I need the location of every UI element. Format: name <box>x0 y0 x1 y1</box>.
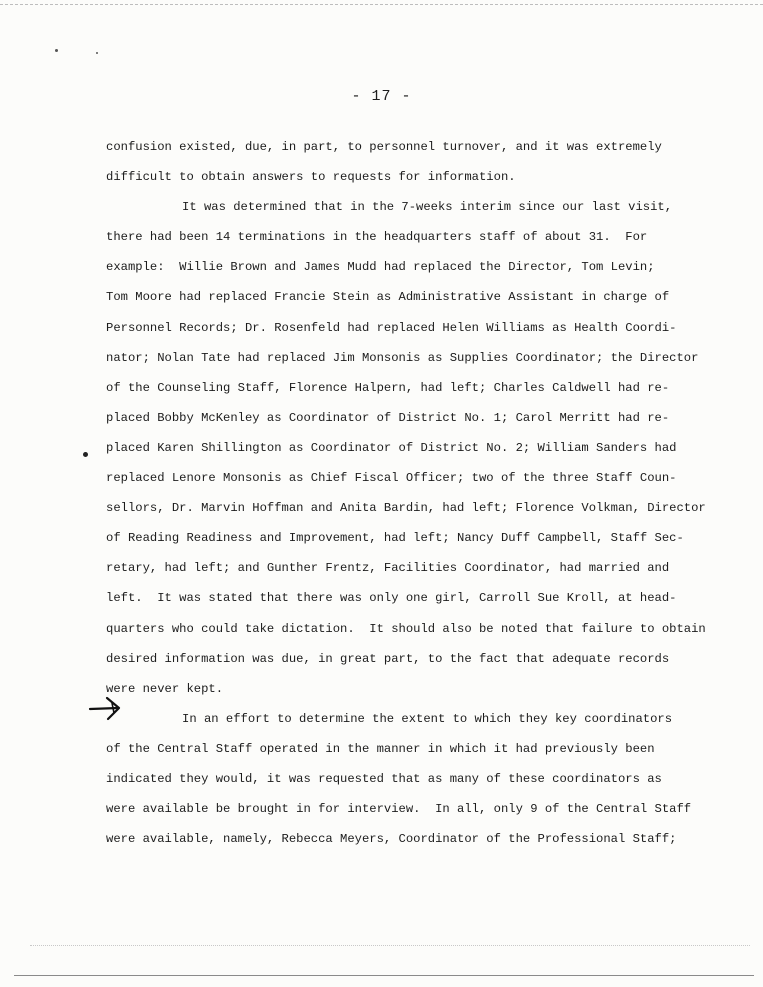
text-line: were available, namely, Rebecca Meyers, Coordinator of the Professional Staff; <box>106 832 677 847</box>
document-body <box>106 132 736 854</box>
paragraph-start-line: It was determined that in the 7-weeks interim since our last visit, <box>182 200 673 215</box>
text-line: example: Willie Brown and James Mudd had replaced the Director, Tom Levin; <box>106 260 655 275</box>
text-line: placed Bobby McKenley as Coordinator of District No. 1; Carol Merritt had re- <box>106 410 670 425</box>
text-line: confusion existed, due, in part, to personnel turnover, and it was extremely <box>106 140 662 154</box>
text-line: Tom Moore had replaced Francie Stein as Administrative Assistant in charge of <box>106 290 670 305</box>
page-number: - 17 - <box>351 88 412 105</box>
text-line: difficult to obtain answers to requests for information. <box>106 170 516 185</box>
text-line: retary, had left; and Gunther Frentz, Facilities Coordinator, had married and <box>106 561 670 576</box>
scan-speck <box>96 52 98 54</box>
text-line: of Reading Readiness and Improvement, had left; Nancy Duff Campbell, Staff Sec- <box>106 531 684 546</box>
text-line: indicated they would, it was requested that as many of these coordinators as <box>106 771 662 786</box>
text-line: of the Counseling Staff, Florence Halpern, had left; Charles Caldwell had re- <box>106 380 670 395</box>
text-line: nator; Nolan Tate had replaced Jim Monsonis as Supplies Coordinator; the Director <box>106 350 699 365</box>
scan-top-edge <box>0 4 763 5</box>
text-line: Personnel Records; Dr. Rosenfeld had replaced Helen Williams as Health Coordi- <box>106 320 677 335</box>
text-line: sellors, Dr. Marvin Hoffman and Anita Bardin, had left; Florence Volkman, Director <box>106 501 706 516</box>
text-line: were never kept. <box>106 681 224 696</box>
paragraph-start-line: In an effort to determine the extent to which they key coordinators <box>182 711 673 726</box>
text-line: quarters who could take dictation. It should also be noted that failure to obtain <box>106 621 706 636</box>
text-line: replaced Lenore Monsonis as Chief Fiscal Officer; two of the three Staff Coun- <box>106 471 677 486</box>
text-line: there had been 14 terminations in the headquarters staff of about 31. For <box>106 230 648 245</box>
handwritten-arrow-icon <box>88 693 128 723</box>
scan-speck <box>55 49 58 52</box>
text-line: were available be brought in for interview. In all, only 9 of the Central Staff <box>106 802 692 817</box>
scan-bottom-edge <box>14 975 754 976</box>
scan-bottom-noise <box>30 945 750 946</box>
text-line: of the Central Staff operated in the manner in which it had previously been <box>106 741 655 756</box>
text-line: placed Karen Shillington as Coordinator of District No. 2; William Sanders had <box>106 440 677 455</box>
text-line: desired information was due, in great part, to the fact that adequate records <box>106 651 670 666</box>
text-line: left. It was stated that there was only one girl, Carroll Sue Kroll, at head- <box>106 591 677 606</box>
scan-speck <box>83 452 88 457</box>
